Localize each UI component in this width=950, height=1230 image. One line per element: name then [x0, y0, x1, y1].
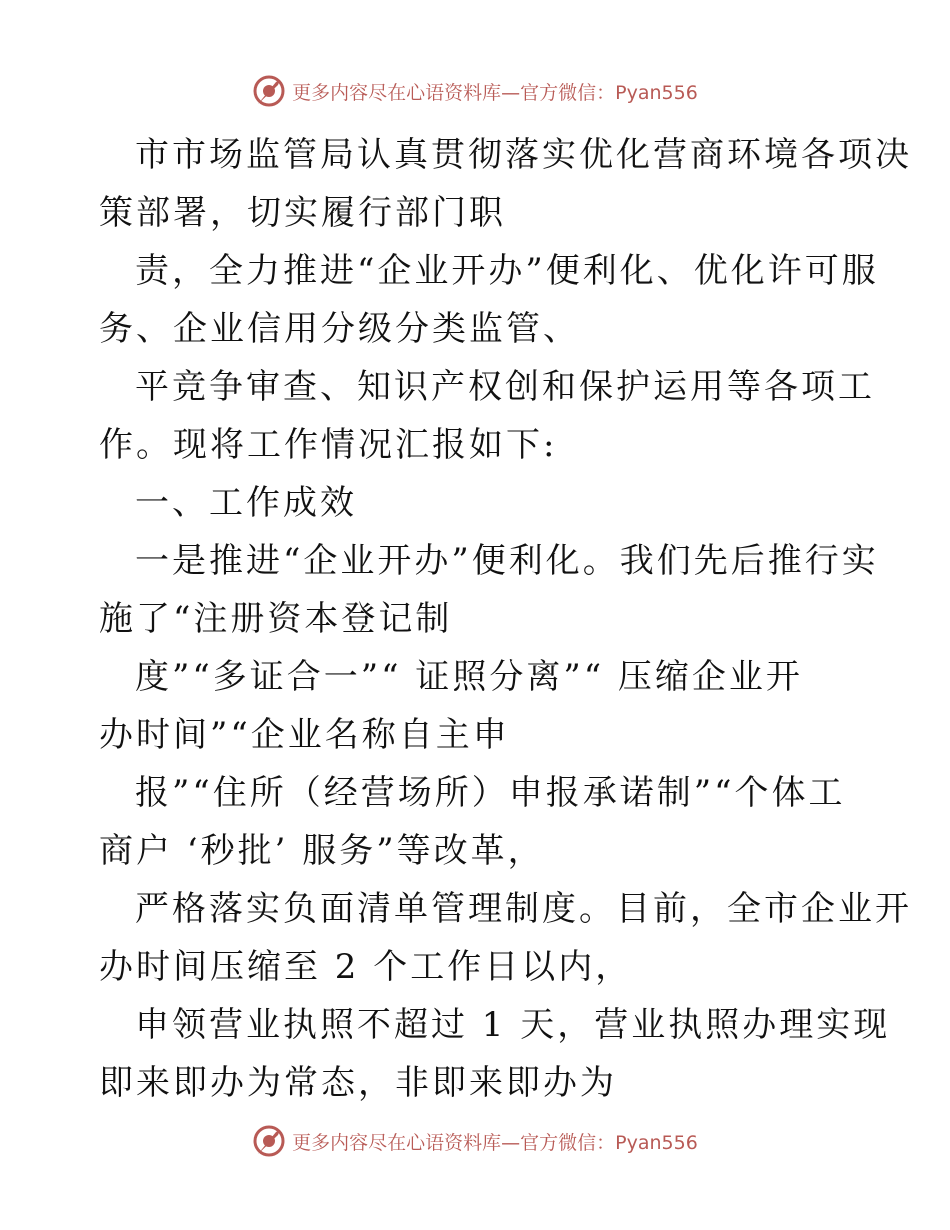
- paragraph: [99, 648, 859, 764]
- paragraph-line: 平竞争审查、知识产权创和保护运用等各项工: [135, 367, 875, 407]
- watermark-text: 更多内容尽在心语资料库—官方微信：Pyan556: [292, 1131, 698, 1154]
- section-heading: [99, 474, 859, 532]
- paragraph: [99, 880, 912, 996]
- footer-watermark-banner: [0, 1124, 950, 1158]
- paragraph-line: 报”“住所（经营场所）申报承诺制”“个体工: [135, 773, 846, 813]
- paragraph-line: 商户 ‘秒批’ 服务”等改革，: [99, 831, 545, 871]
- paragraph: [99, 996, 891, 1112]
- paragraph: [99, 764, 859, 880]
- paragraph: [99, 358, 875, 474]
- paragraph-line: 务、企业信用分级分类监管、: [99, 309, 580, 349]
- quill-seal-icon: [252, 1124, 286, 1158]
- paragraph: [99, 532, 879, 648]
- header-watermark-banner: [0, 74, 950, 108]
- paragraph-line: 办时间压缩至 2 个工作日以内，: [99, 947, 633, 987]
- watermark-text: 更多内容尽在心语资料库—官方微信：Pyan556: [292, 81, 698, 104]
- paragraph: [99, 126, 912, 242]
- paragraph-line: 即来即办为常态，非即来即办为: [99, 1063, 617, 1103]
- paragraph-line: 度”“多证合一”“ 证照分离”“ 压缩企业开: [135, 657, 803, 697]
- paragraph-line: 一是推进“企业开办”便利化。我们先后推行实: [135, 541, 879, 581]
- paragraph-line: 市市场监管局认真贯彻落实优化营商环境各项决: [135, 135, 912, 175]
- quill-seal-icon: [252, 74, 286, 108]
- paragraph-line: 作。现将工作情况汇报如下:: [99, 425, 558, 465]
- paragraph: [99, 242, 879, 358]
- paragraph-line: 申领营业执照不超过 1 天，营业执照办理实现: [135, 1005, 891, 1045]
- section-heading-text: 一、工作成效: [135, 483, 357, 523]
- paragraph-line: 策部署，切实履行部门职: [99, 193, 506, 233]
- paragraph-line: 责，全力推进“企业开办”便利化、优化许可服: [135, 251, 879, 291]
- paragraph-line: 办时间”“企业名称自主申: [99, 715, 510, 755]
- paragraph-line: 施了“注册资本登记制: [99, 599, 453, 639]
- document-body: [99, 126, 912, 1112]
- paragraph-line: 严格落实负面清单管理制度。目前，全市企业开: [135, 889, 912, 929]
